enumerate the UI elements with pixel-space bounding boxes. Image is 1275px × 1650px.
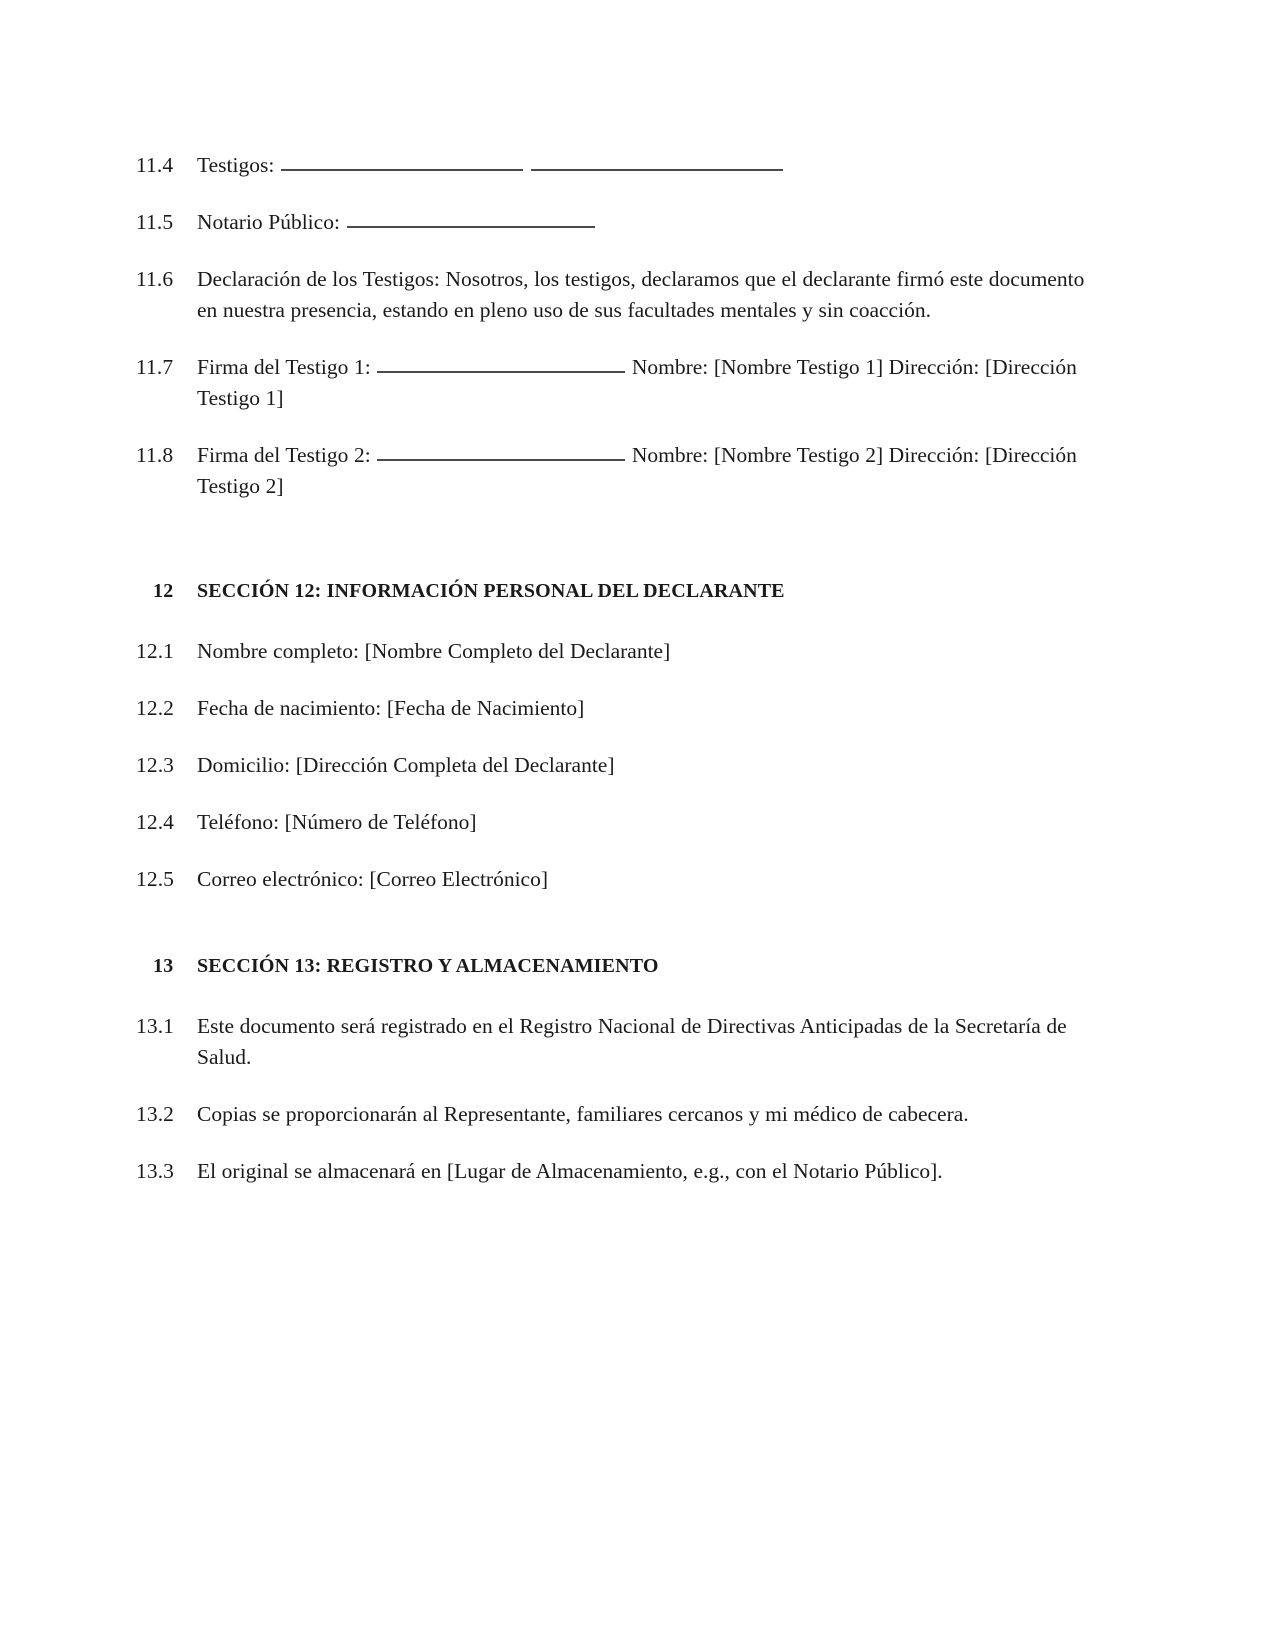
clause-11-4 bbox=[136, 150, 1096, 181]
clause-11-5 bbox=[136, 207, 1096, 238]
clause-number: 12.1 bbox=[136, 639, 175, 663]
signature-blank-witness-2[interactable] bbox=[531, 155, 783, 171]
clause-11-6 bbox=[136, 264, 1096, 326]
clause-text bbox=[197, 207, 1096, 238]
signature-blank-witness-1[interactable] bbox=[281, 155, 523, 171]
clause-12-4 bbox=[136, 807, 1096, 838]
clause-text: Teléfono: [Número de Teléfono] bbox=[197, 810, 477, 834]
signature-blank-witness-2-sign[interactable] bbox=[377, 445, 625, 461]
clause-label-before: Firma del Testigo 2: bbox=[197, 443, 371, 467]
clause-number: 12.5 bbox=[136, 867, 175, 891]
clause-text bbox=[197, 352, 1096, 414]
clause-text bbox=[197, 150, 1096, 181]
clause-number: 11.4 bbox=[136, 153, 174, 177]
clause-13-1 bbox=[136, 1011, 1096, 1073]
clause-number: 13.1 bbox=[136, 1014, 175, 1038]
section-heading-13 bbox=[136, 951, 1096, 981]
clause-number: 12.3 bbox=[136, 753, 175, 777]
clause-12-2 bbox=[136, 693, 1096, 724]
clause-label-before: Notario Público: bbox=[197, 210, 340, 234]
section-title: SECCIÓN 13: REGISTRO Y ALMACENAMIENTO bbox=[197, 955, 659, 977]
clause-number: 11.8 bbox=[136, 443, 174, 467]
clause-text: Correo electrónico: [Correo Electrónico] bbox=[197, 867, 549, 891]
clause-13-3 bbox=[136, 1156, 1096, 1187]
clause-13-2 bbox=[136, 1099, 1096, 1130]
clause-text: Fecha de nacimiento: [Fecha de Nacimiento] bbox=[197, 696, 585, 720]
clause-label-after: Nombre: [Nombre Testigo 2] Dirección: [Dirección Testigo 2] bbox=[197, 443, 1077, 498]
clause-text: Declaración de los Testigos: Nosotros, los testigos, declaramos que el declarante firmó este documento en nuestra presencia, estando en pleno uso de sus facultades mentales y sin coacción. bbox=[197, 267, 1085, 322]
clause-12-5 bbox=[136, 864, 1096, 895]
clause-label-before: Testigos: bbox=[197, 153, 275, 177]
clause-12-1 bbox=[136, 636, 1096, 667]
clause-12-3 bbox=[136, 750, 1096, 781]
clause-number: 11.5 bbox=[136, 210, 174, 234]
clause-number: 13.3 bbox=[136, 1159, 175, 1183]
clause-text: Domicilio: [Dirección Completa del Declarante] bbox=[197, 753, 615, 777]
clause-text bbox=[197, 440, 1096, 502]
clause-label-before: Firma del Testigo 1: bbox=[197, 355, 371, 379]
clause-11-8 bbox=[136, 440, 1096, 502]
clause-text: Nombre completo: [Nombre Completo del Declarante] bbox=[197, 639, 671, 663]
section-title: SECCIÓN 12: INFORMACIÓN PERSONAL DEL DECLARANTE bbox=[197, 580, 785, 602]
clause-11-7 bbox=[136, 352, 1096, 414]
signature-blank-notary[interactable] bbox=[347, 212, 595, 228]
section-number: 12 bbox=[153, 580, 174, 602]
clause-label-before-group bbox=[197, 443, 626, 467]
clause-number: 13.2 bbox=[136, 1102, 175, 1126]
clause-number: 12.2 bbox=[136, 696, 175, 720]
clause-text: Este documento será registrado en el Registro Nacional de Directivas Anticipadas de la Secretaría de Salud. bbox=[197, 1014, 1067, 1069]
clause-text: El original se almacenará en [Lugar de Almacenamiento, e.g., con el Notario Público]. bbox=[197, 1159, 943, 1183]
clause-number: 11.7 bbox=[136, 355, 174, 379]
clause-number: 12.4 bbox=[136, 810, 175, 834]
clause-number: 11.6 bbox=[136, 267, 174, 291]
section-heading-12 bbox=[136, 576, 1096, 606]
clause-label-after: Nombre: [Nombre Testigo 1] Dirección: [Dirección Testigo 1] bbox=[197, 355, 1077, 410]
section-number: 13 bbox=[153, 955, 174, 977]
clause-label-before-group bbox=[197, 355, 626, 379]
document-content bbox=[136, 150, 1096, 1213]
signature-blank-witness-1-sign[interactable] bbox=[377, 357, 625, 373]
clause-text: Copias se proporcionarán al Representante, familiares cercanos y mi médico de cabecera. bbox=[197, 1102, 969, 1126]
